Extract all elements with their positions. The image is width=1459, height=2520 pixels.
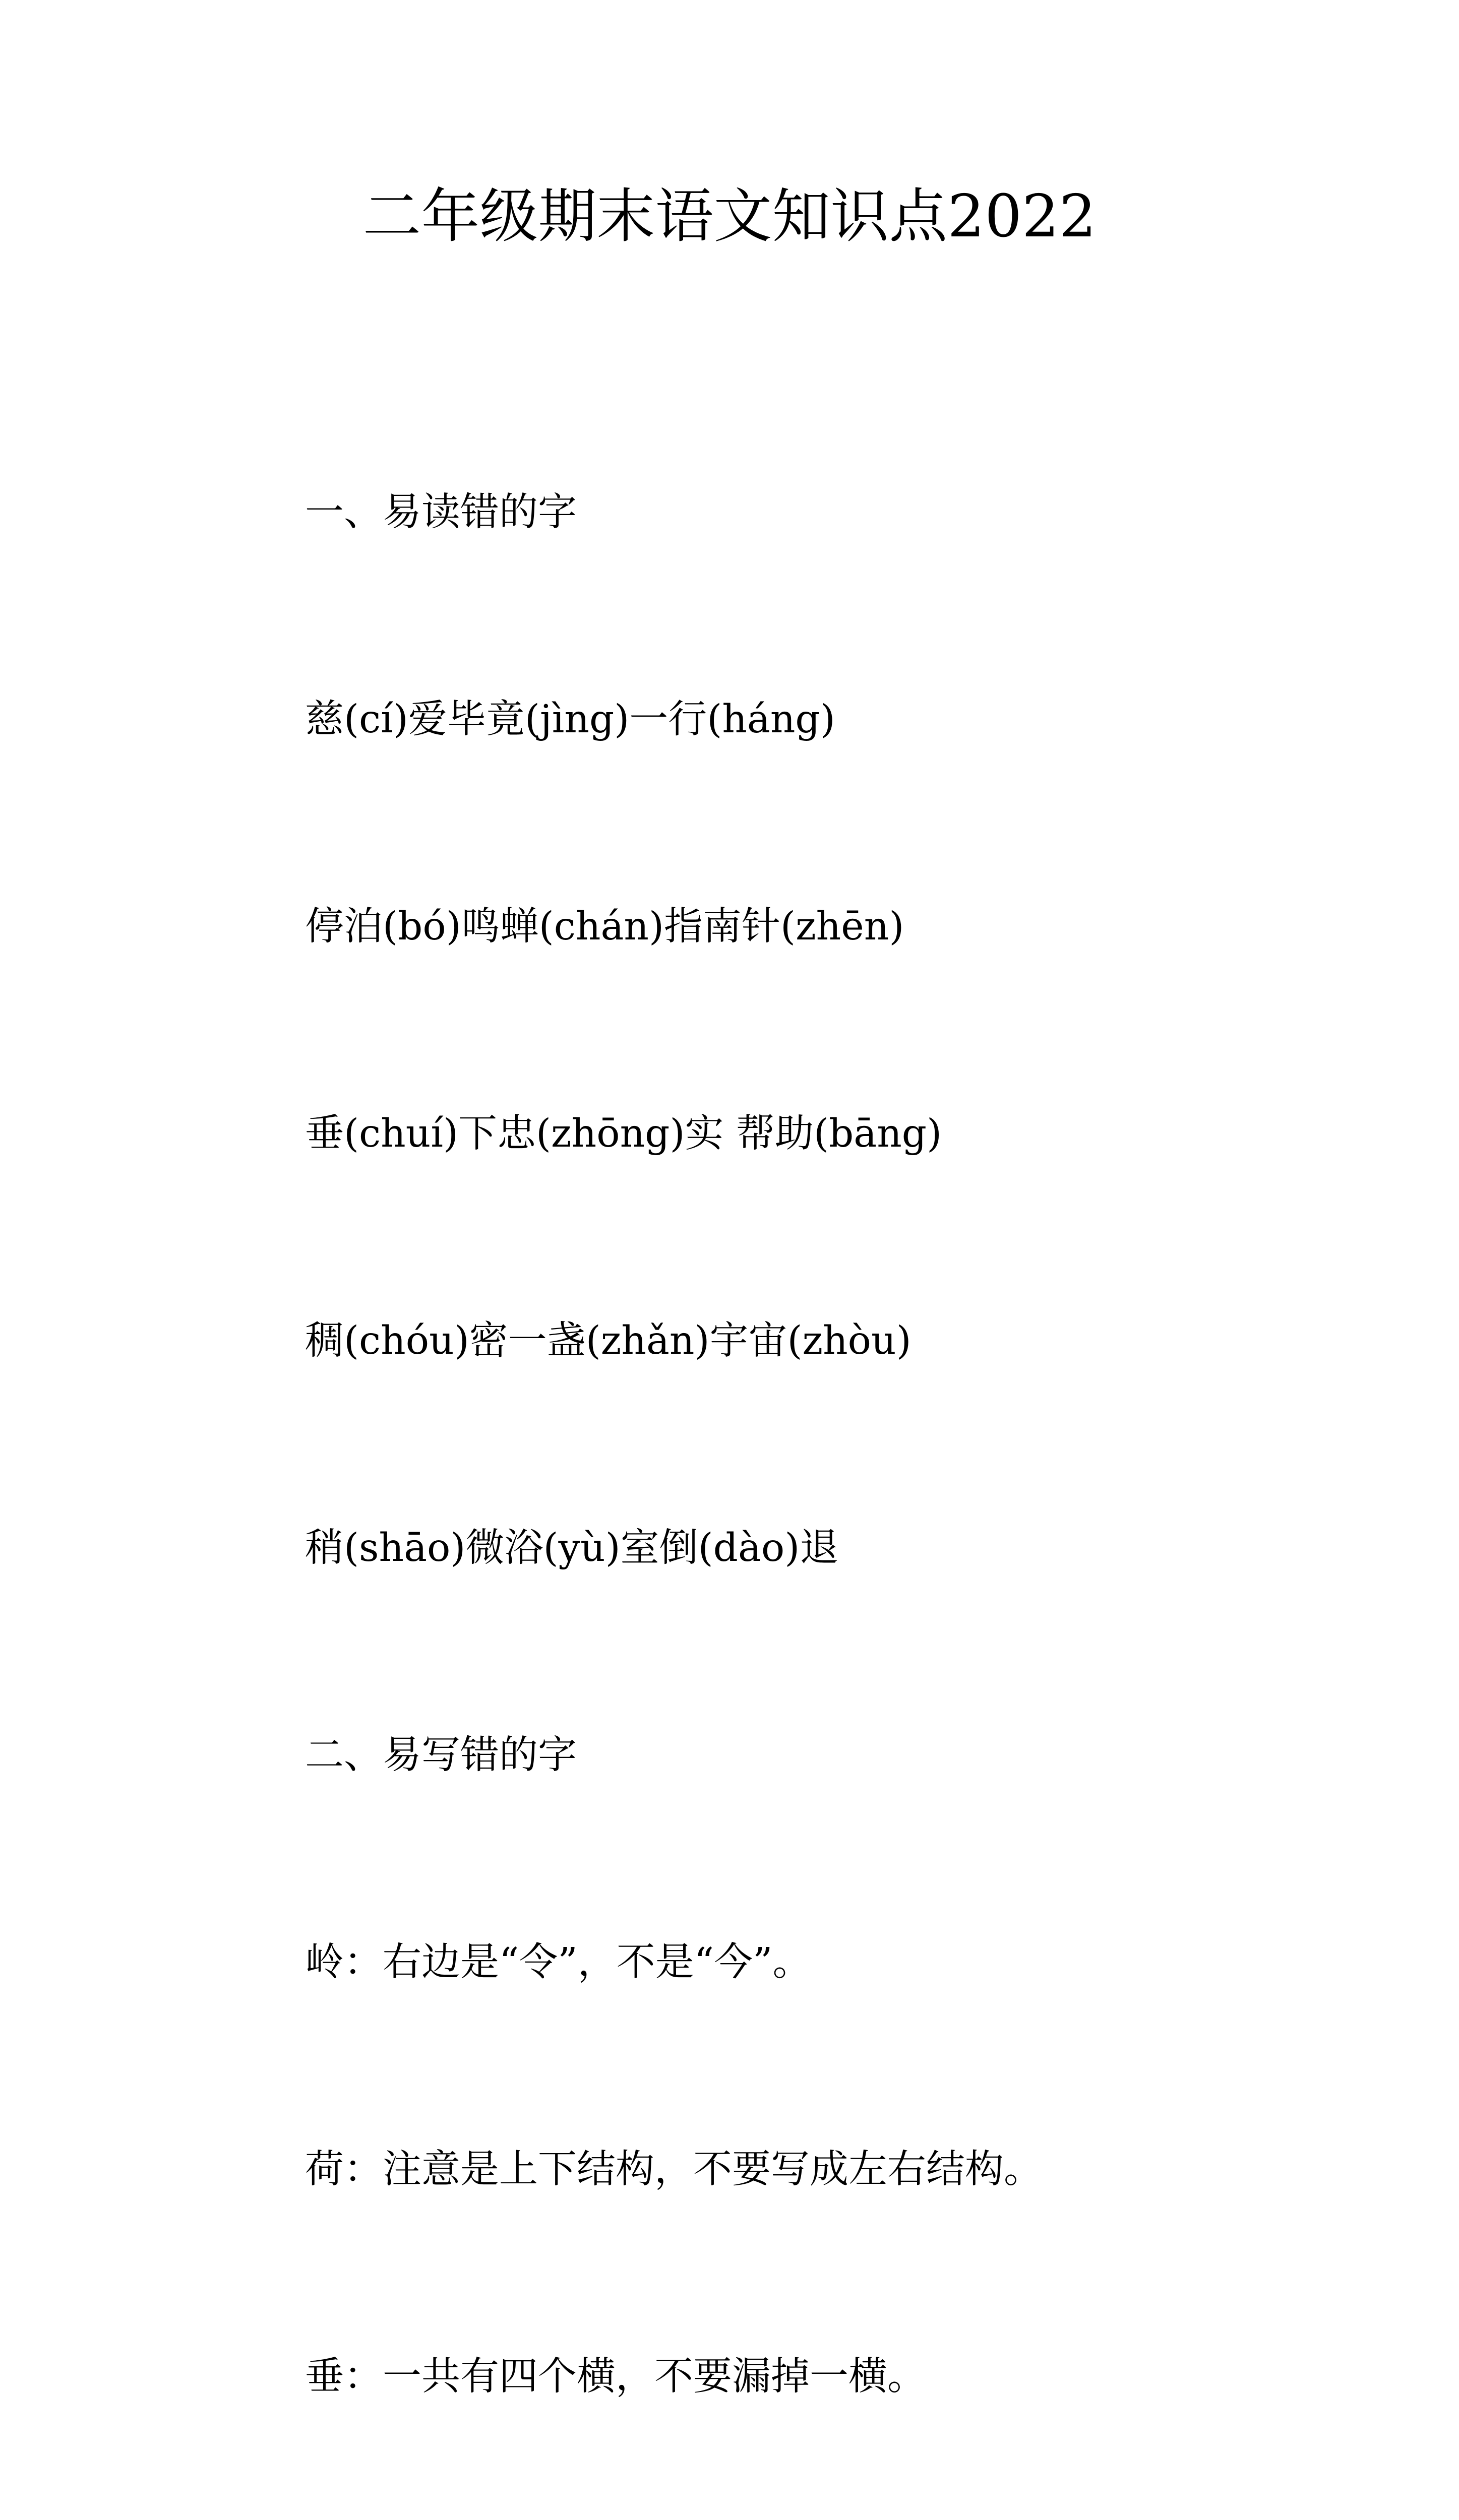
section-heading-misread-characters: 一、易读错的字 (305, 490, 577, 535)
text-line: 慈(cí)爱毕竟(jìng)一行(háng) (305, 697, 835, 742)
page-title: 二年级期末语文知识点2022 (362, 182, 1097, 250)
text-line: 垂：一共有四个横，不要漏掉一横。 (305, 2354, 926, 2399)
text-line: 荷：注意是上下结构，不要写成左右结构。 (305, 2147, 1043, 2192)
text-line: 稍(shāo)微浴(yù)室倒(dào)退 (305, 1526, 839, 1570)
text-line: 垂(chuí)下忠(zhōng)实 帮助(bāng) (305, 1111, 942, 1156)
document-body (305, 340, 1389, 2520)
section-heading-miswritten-characters: 二、易写错的字 (305, 1733, 577, 1778)
text-line: 岭：右边是“令”，不是“今”。 (305, 1940, 812, 1985)
text-line: 稠(chóu)密一盏(zhǎn)宇宙(zhòu) (305, 1318, 911, 1363)
text-line: 停泊(bó)鸣蝉(chán)指南针(zhēn) (305, 904, 904, 949)
